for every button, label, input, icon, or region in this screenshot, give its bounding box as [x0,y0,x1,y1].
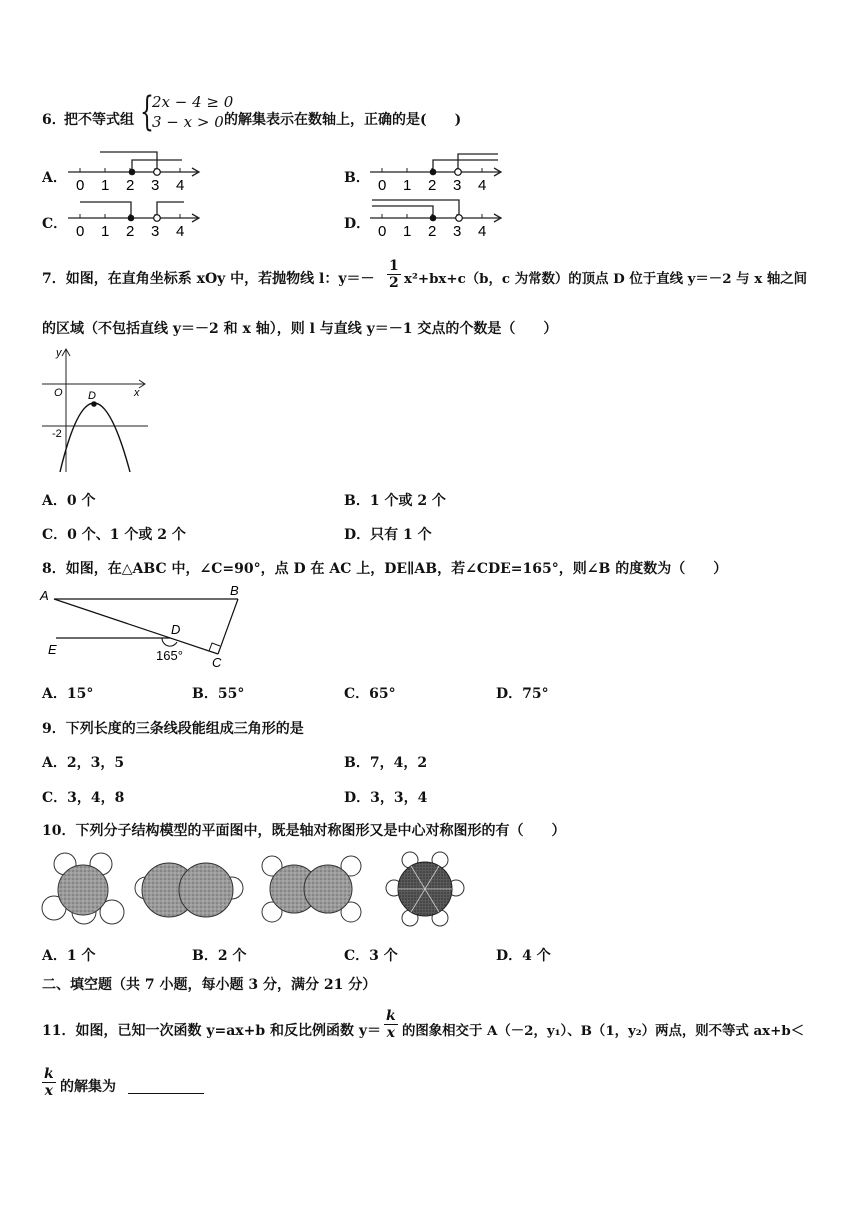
tick-label: 1 [403,177,412,194]
number-line-c [66,194,206,240]
vertex-label: D [88,390,96,402]
tick-label: 2 [126,177,135,194]
atom-large [58,865,108,915]
number-line-b [368,148,508,194]
tick-label: 4 [478,177,487,194]
closed-dot [128,215,135,222]
tick-label: 1 [101,177,110,194]
q9-option-b[interactable]: B．7，4，2 [344,755,428,771]
tick-label: 0 [378,223,387,240]
q8-text: 8．如图，在△ABC 中，∠C=90°，点 D 在 AC 上，DE∥AB，若∠CDE=165°，则∠B 的度数为（ ） [42,561,728,577]
inequality-2: 3 − x > 0 [152,113,224,131]
tick-label: 3 [151,223,160,240]
q10-option-a[interactable]: A．1 个 [42,948,96,964]
tick-label: 3 [453,177,462,194]
q10-option-c[interactable]: C．3 个 [344,948,398,964]
frac-denominator: 2 [389,275,399,291]
q7-option-a[interactable]: A．0 个 [42,493,96,509]
y-label: y [56,347,62,359]
q9-option-d[interactable]: D．3，3，4 [344,790,428,806]
q11-line1-end: 的图象相交于 A（－2，y₁）、B（1，y₂）两点，则不等式 ax+b＜ [402,1023,805,1039]
solution-ray-left [100,152,157,172]
q8-option-c[interactable]: C．65° [344,686,396,702]
tick-label: 4 [176,177,185,194]
label-e: E [48,642,57,657]
closed-dot [430,215,437,222]
q7-line1-end: x²+bx+c（b，c 为常数）的顶点 D 位于直线 y＝－2 与 x 轴之间 [404,271,808,287]
tick-label: 1 [101,223,110,240]
solution-ray-2 [458,154,498,172]
molecule-1 [42,853,124,924]
origin-label: O [54,387,63,399]
open-dot [456,215,463,222]
q8-option-b[interactable]: B．55° [192,686,245,702]
open-dot [154,169,161,176]
side-bc [218,599,238,654]
q11-line2: 的解集为 [60,1079,116,1095]
parabola-figure [38,344,150,476]
q9-text: 9．下列长度的三条线段能组成三角形的是 [42,721,304,737]
section-heading: 二、填空题（共 7 小题，每小题 3 分，满分 21 分） [42,977,377,993]
tick-label: 4 [478,223,487,240]
molecule-3 [262,856,361,922]
q6-option-d-label[interactable]: D． [344,216,371,232]
tick-label: 3 [453,223,462,240]
frac-denominator: x [386,1025,396,1041]
minus2-label: -2 [52,428,62,440]
q9-option-a[interactable]: A．2，3，5 [42,755,125,771]
vertex-point [91,401,97,407]
frac-numerator: k [386,1008,396,1024]
inequality-system [152,92,233,132]
label-c: C [212,655,222,668]
atom-large [179,863,233,917]
open-dot [154,215,161,222]
answer-blank[interactable] [128,1078,204,1094]
q8-option-d[interactable]: D．75° [496,686,549,702]
molecule-figures [36,850,476,932]
x-label: x [134,387,140,399]
inequality-1: 2x − 4 ≥ 0 [152,93,234,111]
label-b: B [230,583,239,598]
angle-165-label: 165° [156,648,183,663]
parabola-curve [60,403,130,472]
q7-option-b[interactable]: B．1 个或 2 个 [344,493,446,509]
q6-option-c-label[interactable]: C． [42,216,68,232]
triangle-figure [36,582,256,668]
tick-label: 0 [378,177,387,194]
solution-ray-1 [372,200,459,218]
label-a: A [40,588,49,603]
tick-label: 3 [151,177,160,194]
q6-option-b-label[interactable]: B． [344,170,370,186]
q11-line1-start: 11．如图，已知一次函数 y=ax+b 和反比例函数 y＝ [42,1023,382,1039]
right-angle-mark [209,643,220,651]
q7-line1-start: 7．如图，在直角坐标系 xOy 中，若抛物线 l：y＝－ [42,271,375,287]
closed-dot [129,169,136,176]
number-line-d [368,194,508,240]
tick-label: 4 [176,223,185,240]
frac-numerator: 1 [389,258,399,274]
number-line-a [66,148,206,194]
label-d: D [171,622,181,637]
q10-option-d[interactable]: D．4 个 [496,948,551,964]
solution-ray-1 [433,160,498,172]
atom-large [304,865,352,913]
q8-option-a[interactable]: A．15° [42,686,94,702]
tick-label: 2 [126,223,135,240]
tick-label: 0 [76,223,85,240]
q7-line2: 的区域（不包括直线 y＝－2 和 x 轴），则 l 与直线 y＝－1 交点的个数是（ ） [42,321,558,337]
q6-suffix: 的解集表示在数轴上，正确的是( ) [224,112,462,128]
q10-text: 10．下列分子结构模型的平面图中，既是轴对称图形又是中心对称图形的有（ ） [42,823,566,839]
q7-option-d[interactable]: D．只有 1 个 [344,527,432,543]
tick-label: 2 [428,177,437,194]
frac-denominator: x [44,1083,54,1099]
molecule-2 [135,863,243,917]
molecule-4 [386,852,464,926]
q6-number: 6． [42,112,66,128]
fraction-k-over-x-2 [42,1066,56,1099]
tick-label: 0 [76,177,85,194]
open-dot [455,169,462,176]
side-ac [54,599,218,654]
fraction-one-half [387,258,401,291]
frac-numerator: k [44,1066,54,1082]
tick-label: 1 [403,223,412,240]
q6-prefix: 把不等式组 [64,112,134,128]
q9-option-c[interactable]: C．3，4，8 [42,790,125,806]
system-brace: { [140,89,154,135]
fraction-k-over-x [384,1008,398,1041]
q10-option-b[interactable]: B．2 个 [192,948,247,964]
tick-label: 2 [428,223,437,240]
q7-option-c[interactable]: C．0 个、1 个或 2 个 [42,527,186,543]
closed-dot [430,169,437,176]
solution-ray-2 [372,206,433,218]
q6-option-a-label[interactable]: A． [42,170,67,186]
